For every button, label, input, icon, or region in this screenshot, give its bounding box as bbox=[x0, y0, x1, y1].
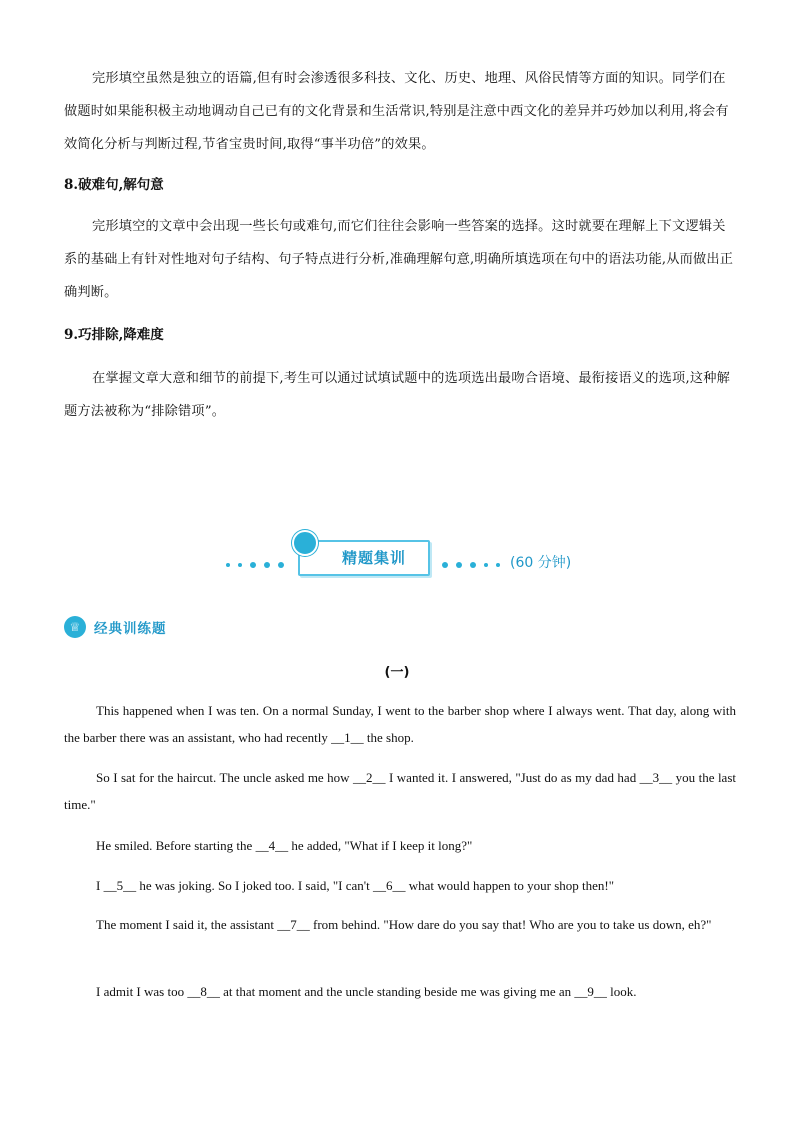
trophy-icon: ♕ bbox=[64, 616, 86, 638]
passage-paragraph: This happened when I was ten. On a normal Sunday, I went to the barber shop where I always went. That day, along with the barber there was an assistant, who had recently __1__ the shop. bbox=[64, 703, 736, 745]
paragraph-9: 在掌握文章大意和细节的前提下,考生可以通过试填试题中的选项选出最吻合语境、最衔接语义的选项,这种解题方法被称为“排除错项”。 bbox=[64, 371, 730, 419]
banner-dots-left bbox=[226, 562, 284, 568]
banner-time: (60 分钟) bbox=[510, 555, 572, 571]
heading-8: 8.破难句,解句意 bbox=[64, 177, 164, 193]
paragraph-culture: 完形填空虽然是独立的语篇,但有时会渗透很多科技、文化、历史、地理、风俗民情等方面的知识。同学们在做题时如果能积极主动地调动自己已有的文化背景和生活常识,特别是注意中西文化的差异并巧妙加以利用,将会有效简化分析与判断过程,节省宝贵时间,取得“事半功倍”的效果。 bbox=[64, 71, 729, 152]
passage-paragraph: I admit I was too __8__ at that moment and the uncle standing beside me was giving me an __9__ look. bbox=[96, 984, 637, 999]
section-title: 经典训练题 bbox=[94, 621, 167, 637]
heading-9: 9.巧排除,降难度 bbox=[64, 327, 164, 343]
section-heading bbox=[64, 616, 167, 638]
banner-title: 精题集训 bbox=[341, 549, 406, 567]
section-banner bbox=[220, 536, 600, 580]
passage-paragraph: I __5__ he was joking. So I joked too. I said, "I can't __6__ what would happen to your shop then!" bbox=[96, 878, 615, 893]
paragraph-8: 完形填空的文章中会出现一些长句或难句,而它们往往会影响一些答案的选择。这时就要在理解上下文逻辑关系的基础上有针对性地对句子结构、句子特点进行分析,准确理解句意,明确所填选项在句中的语法功能,从而做出正确判断。 bbox=[64, 219, 734, 300]
part-number: (一) bbox=[384, 665, 410, 680]
banner-badge bbox=[298, 540, 430, 576]
passage-paragraph: The moment I said it, the assistant __7__ from behind. "How dare do you say that! Who are you to take us down, eh?" bbox=[96, 917, 712, 932]
passage-paragraph: So I sat for the haircut. The uncle asked me how __2__ I wanted it. I answered, "Just do as my dad had __3__ you the last time." bbox=[64, 770, 736, 812]
passage-paragraph: He smiled. Before starting the __4__ he added, "What if I keep it long?" bbox=[96, 838, 473, 853]
alarm-clock-icon bbox=[292, 530, 318, 556]
banner-dots-right bbox=[442, 562, 500, 568]
